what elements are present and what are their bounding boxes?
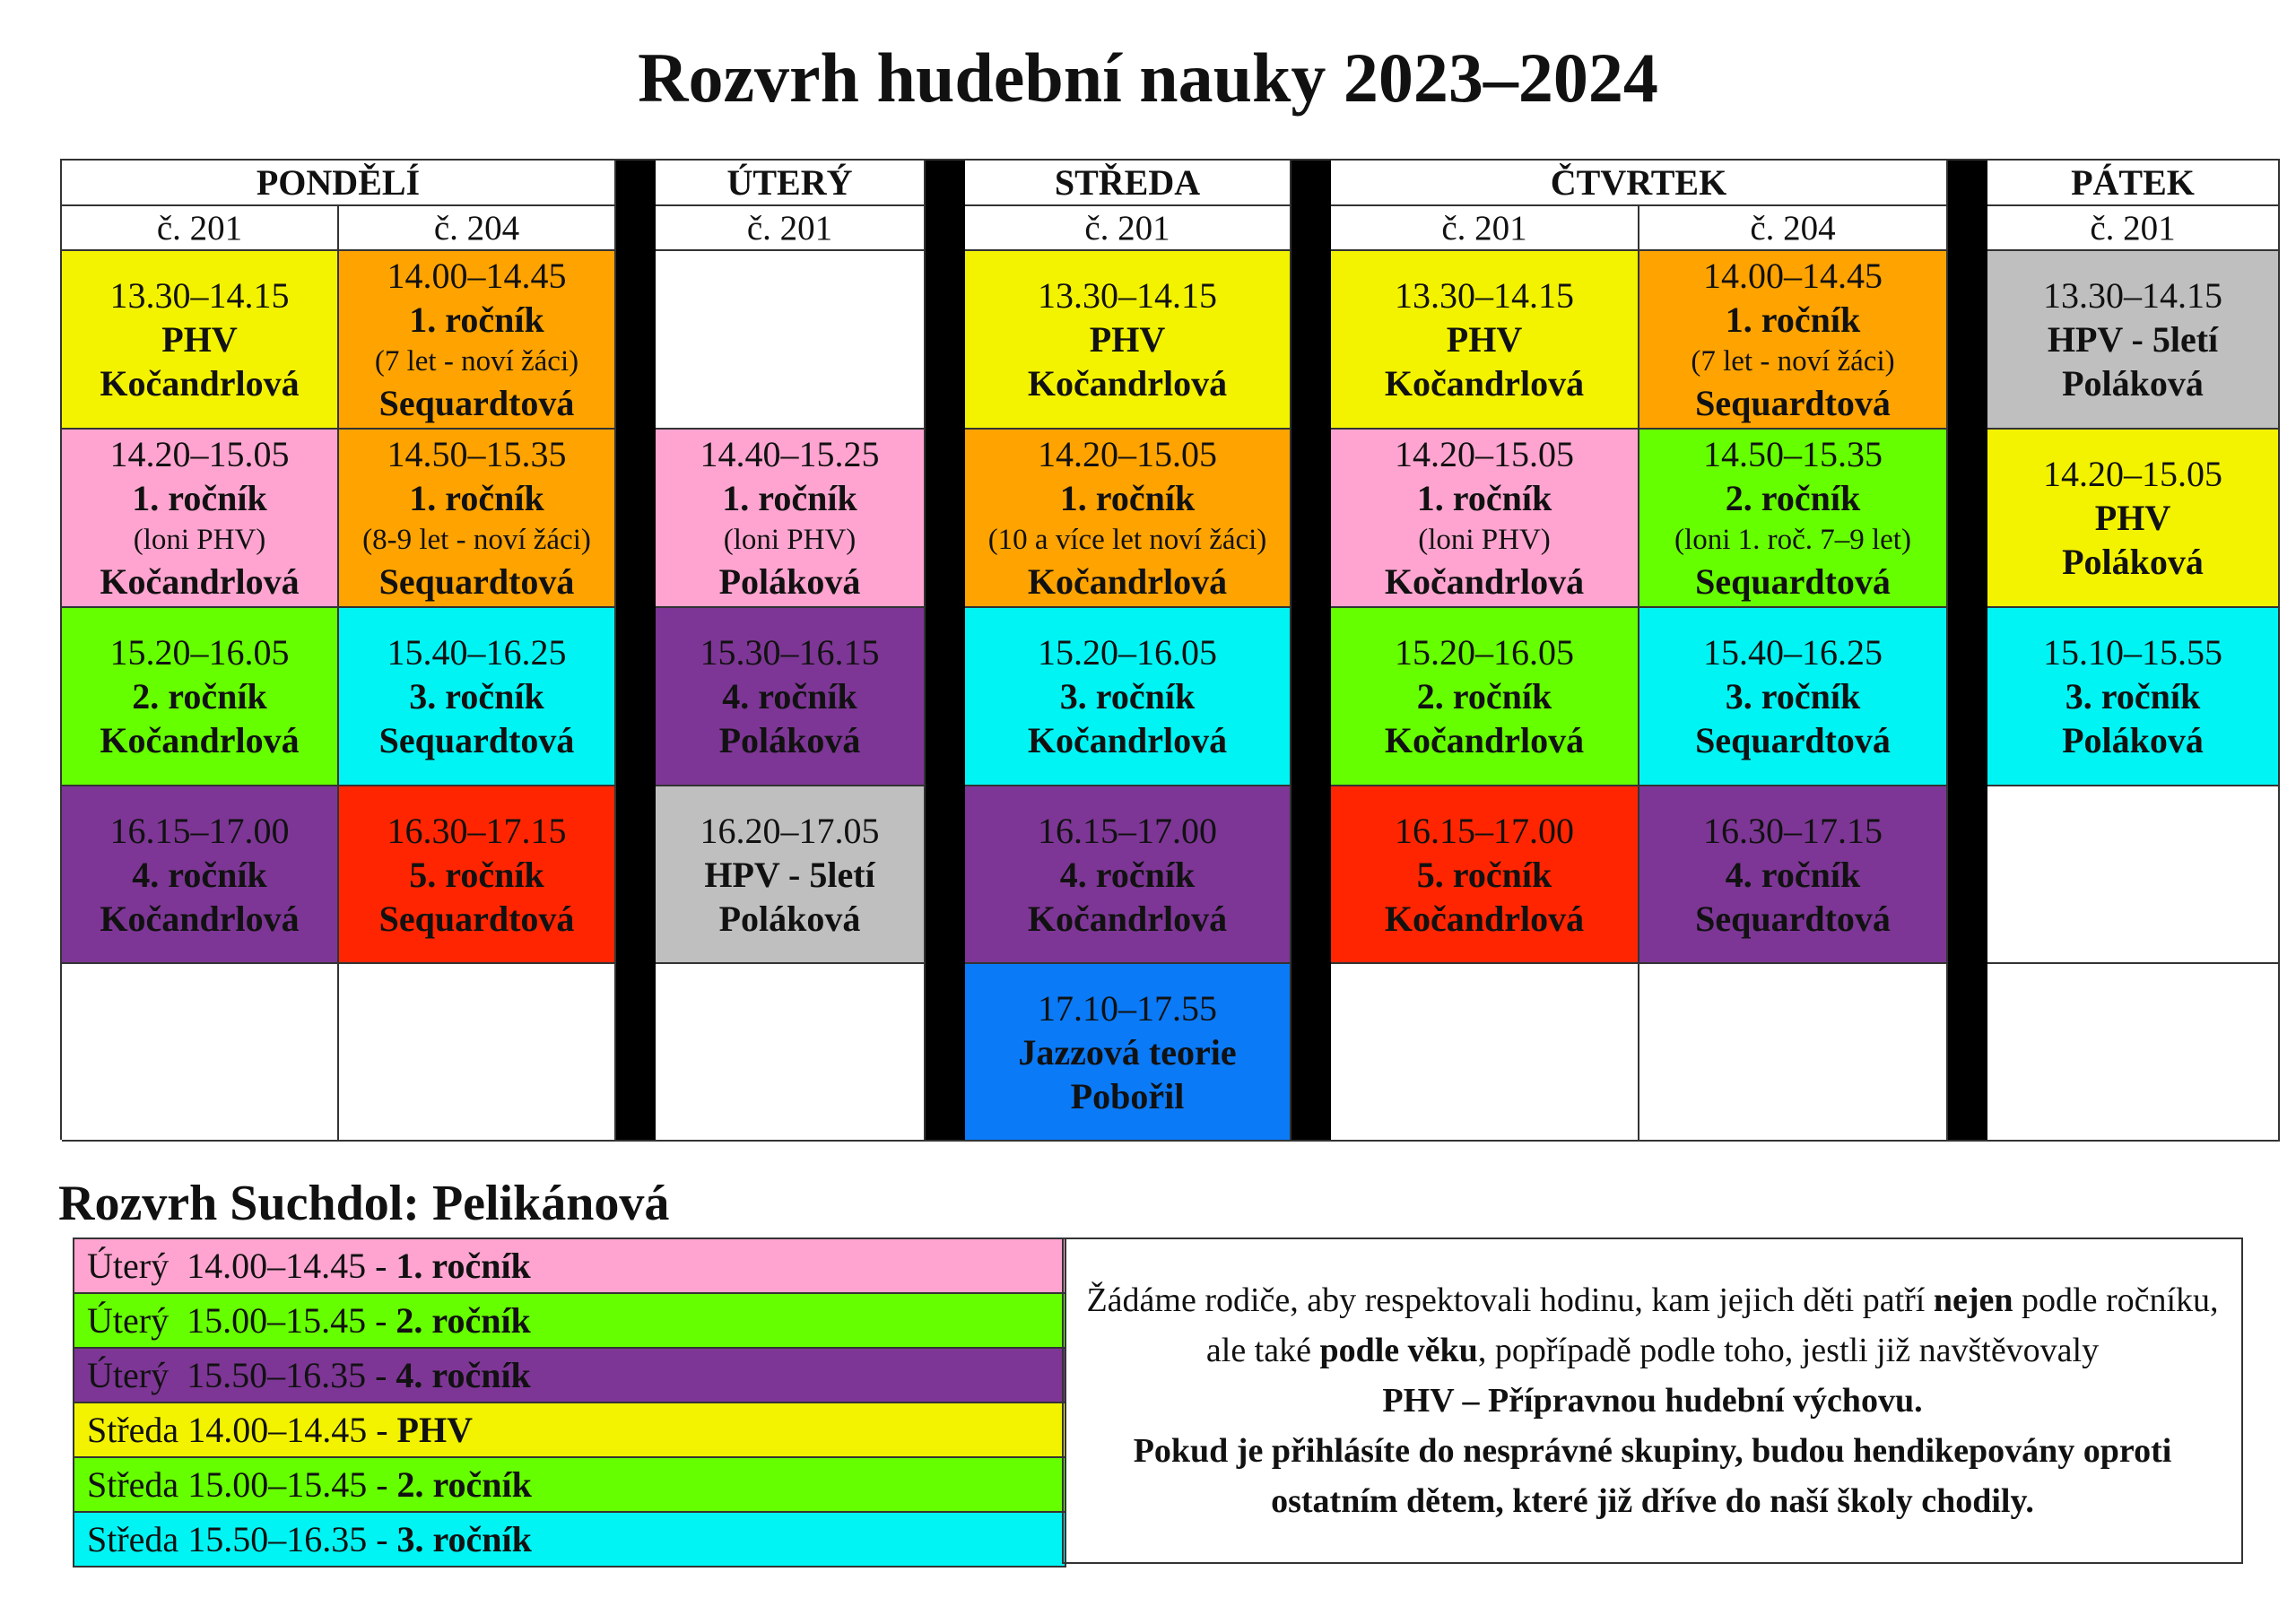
lesson-group: 5. ročník: [409, 854, 544, 895]
lesson-cell: [339, 251, 616, 430]
lesson-time: 13.30–14.15: [109, 275, 290, 316]
lesson-note: (loni PHV): [723, 524, 857, 556]
lesson-cell: [965, 786, 1292, 964]
lesson-group: 4. ročník: [1725, 854, 1861, 895]
lesson-teacher: Sequardtová: [378, 383, 575, 423]
lesson-cell: [656, 430, 926, 608]
suchdol-row: [74, 1239, 1065, 1294]
lesson-cell: [965, 430, 1292, 608]
notice-warning: Pokud je přihlásíte do nesprávné skupiny, budou hendikepovány oproti ostatním dětem, které již dříve do naší školy chodily.: [1133, 1432, 2172, 1520]
lesson-group: 3. ročník: [409, 676, 544, 716]
suchdol-time: Úterý 14.00–14.45 -: [87, 1246, 396, 1286]
lesson-group: 2. ročník: [1416, 676, 1552, 716]
lesson-note: (8-9 let - noví žáci): [362, 524, 591, 556]
room-header: č. 201: [62, 206, 339, 251]
suchdol-group: 1. ročník: [396, 1246, 531, 1286]
lesson-cell: [62, 430, 339, 608]
lesson-teacher: Kočandrlová: [1384, 898, 1585, 939]
day-header-friday: PÁTEK: [1987, 161, 2280, 206]
lesson-cell: [1331, 786, 1639, 964]
lesson-group: 4. ročník: [1059, 854, 1196, 895]
suchdol-row: [74, 1403, 1065, 1458]
lesson-cell: [339, 430, 616, 608]
lesson-cell: [62, 608, 339, 786]
parent-notice: [1062, 1238, 2243, 1564]
lesson-group: 3. ročník: [2065, 676, 2201, 716]
suchdol-time: Úterý 15.50–16.35 -: [87, 1355, 396, 1395]
room-header: č. 201: [656, 206, 926, 251]
day-header-wednesday: STŘEDA: [965, 161, 1292, 206]
lesson-time: 17.10–17.55: [1038, 987, 1217, 1029]
lesson-time: 14.50–15.35: [1703, 434, 1883, 474]
lesson-cell: [339, 786, 616, 964]
lesson-cell: [965, 608, 1292, 786]
lesson-time: 14.20–15.05: [1395, 434, 1574, 474]
day-header-tuesday: ÚTERÝ: [656, 161, 926, 206]
lesson-cell: [1987, 430, 2280, 608]
suchdol-group: 2. ročník: [396, 1300, 531, 1341]
schedule-table: [60, 159, 2280, 1140]
lesson-time: 16.30–17.15: [387, 810, 567, 851]
empty-cell: [1987, 964, 2280, 1142]
suchdol-schedule-list: [73, 1238, 1066, 1568]
lesson-time: 14.40–15.25: [700, 434, 880, 474]
lesson-teacher: Kočandrlová: [1384, 363, 1585, 404]
lesson-group: 1. ročník: [1416, 478, 1552, 518]
lesson-group: 1. ročník: [409, 300, 544, 340]
lesson-teacher: Kočandrlová: [100, 898, 300, 939]
lesson-time: 15.30–16.15: [700, 632, 880, 673]
suchdol-title: Rozvrh Suchdol: Pelikánová: [58, 1176, 670, 1231]
lesson-group: PHV: [2094, 498, 2171, 538]
room-header: č. 201: [965, 206, 1292, 251]
empty-cell: [1639, 964, 1948, 1142]
lesson-note: (loni 1. roč. 7–9 let): [1674, 524, 1911, 556]
lesson-teacher: Kočandrlová: [1384, 561, 1585, 602]
suchdol-row: [74, 1349, 1065, 1403]
lesson-time: 15.40–16.25: [1703, 632, 1883, 673]
suchdol-time: Středa 15.00–15.45 -: [87, 1464, 397, 1505]
lesson-time: 14.20–15.05: [109, 434, 290, 474]
lesson-teacher: Poláková: [2062, 542, 2204, 582]
lesson-time: 13.30–14.15: [1395, 275, 1574, 316]
notice-text: , popřípadě podle toho, jestli již navštěvovaly: [1477, 1332, 2100, 1369]
suchdol-row: [74, 1294, 1065, 1349]
lesson-time: 15.20–16.05: [1395, 632, 1574, 673]
lesson-teacher: Poláková: [718, 561, 861, 602]
lesson-group: 2. ročník: [132, 676, 267, 716]
lesson-time: 15.40–16.25: [387, 632, 567, 673]
notice-emphasis: nejen: [1933, 1281, 2013, 1319]
suchdol-time: Středa 14.00–14.45 -: [87, 1410, 397, 1450]
lesson-cell: [1987, 608, 2280, 786]
suchdol-time: Středa 15.50–16.35 -: [87, 1519, 397, 1559]
lesson-note: (7 let - noví žáci): [1691, 345, 1895, 378]
lesson-cell: [1331, 430, 1639, 608]
day-separator: [1948, 161, 1987, 1142]
lesson-cell: [1639, 786, 1948, 964]
lesson-time: 14.00–14.45: [1703, 256, 1883, 296]
lesson-teacher: Poláková: [2062, 363, 2204, 404]
lesson-cell: [965, 251, 1292, 430]
lesson-group: PHV: [1446, 319, 1523, 360]
suchdol-row: [74, 1458, 1065, 1513]
notice-emphasis: podle věku: [1319, 1332, 1478, 1369]
page-title: Rozvrh hudební nauky 2023–2024: [638, 39, 1658, 117]
room-header: č. 204: [1639, 206, 1948, 251]
lesson-time: 15.20–16.05: [109, 632, 290, 673]
lesson-teacher: Sequardtová: [1695, 383, 1891, 423]
empty-cell: [1987, 786, 2280, 964]
lesson-time: 14.50–15.35: [387, 434, 567, 474]
lesson-group: 2. ročník: [1725, 478, 1861, 518]
notice-text: Žádáme rodiče, aby respektovali hodinu, kam jejich děti patří: [1086, 1281, 1934, 1319]
lesson-teacher: Kočandrlová: [1027, 363, 1228, 404]
room-header: č. 204: [339, 206, 616, 251]
lesson-teacher: Sequardtová: [378, 898, 575, 939]
lesson-time: 14.20–15.05: [2043, 454, 2222, 494]
lesson-group: 1. ročník: [409, 478, 544, 518]
lesson-group: Jazzová teorie: [1018, 1031, 1237, 1073]
lesson-time: 16.20–17.05: [700, 810, 880, 851]
lesson-cell: [1987, 251, 2280, 430]
day-header-thursday: ČTVRTEK: [1331, 161, 1948, 206]
suchdol-group: 3. ročník: [396, 1519, 532, 1559]
notice-phv: PHV – Přípravnou hudební výchovu.: [1382, 1382, 1923, 1420]
lesson-cell: [1639, 251, 1948, 430]
lesson-time: 16.15–17.00: [1395, 810, 1574, 851]
lesson-cell: [62, 251, 339, 430]
lesson-teacher: Kočandrlová: [1027, 720, 1228, 760]
lesson-cell: [1639, 608, 1948, 786]
lesson-teacher: Sequardtová: [1695, 898, 1891, 939]
lesson-time: 16.15–17.00: [109, 810, 290, 851]
lesson-group: 3. ročník: [1059, 676, 1196, 716]
day-separator: [616, 161, 656, 1142]
lesson-time: 14.20–15.05: [1038, 434, 1217, 474]
lesson-group: 1. ročník: [1059, 478, 1196, 518]
room-header: č. 201: [1331, 206, 1639, 251]
empty-cell: [656, 251, 926, 430]
suchdol-time: Úterý 15.00–15.45 -: [87, 1300, 396, 1341]
lesson-time: 13.30–14.15: [1038, 275, 1217, 316]
empty-cell: [1331, 964, 1639, 1142]
lesson-teacher: Sequardtová: [378, 720, 575, 760]
lesson-teacher: Kočandrlová: [100, 561, 300, 602]
lesson-time: 15.10–15.55: [2043, 632, 2222, 673]
lesson-cell: [656, 608, 926, 786]
lesson-teacher: Poláková: [2062, 720, 2204, 760]
lesson-teacher: Sequardtová: [1695, 561, 1891, 602]
lesson-teacher: Sequardtová: [1695, 720, 1891, 760]
lesson-cell: [965, 964, 1292, 1142]
lesson-cell: [62, 786, 339, 964]
lesson-note: (10 a více let noví žáci): [987, 524, 1267, 556]
lesson-teacher: Kočandrlová: [1384, 720, 1585, 760]
lesson-teacher: Poláková: [718, 898, 861, 939]
lesson-cell: [339, 608, 616, 786]
lesson-group: 5. ročník: [1416, 854, 1552, 895]
lesson-teacher: Kočandrlová: [100, 720, 300, 760]
lesson-group: 1. ročník: [1725, 300, 1861, 340]
lesson-teacher: Kočandrlová: [1027, 898, 1228, 939]
lesson-group: 1. ročník: [722, 478, 857, 518]
lesson-group: HPV - 5letí: [2047, 319, 2219, 360]
empty-cell: [62, 964, 339, 1142]
suchdol-row: [74, 1513, 1065, 1568]
lesson-time: 15.20–16.05: [1038, 632, 1217, 673]
lesson-teacher: Kočandrlová: [100, 363, 300, 404]
lesson-time: 14.00–14.45: [387, 256, 567, 296]
lesson-note: (7 let - noví žáci): [374, 345, 579, 378]
lesson-note: (loni PHV): [1418, 524, 1551, 556]
lesson-cell: [1331, 608, 1639, 786]
room-header: č. 201: [1987, 206, 2280, 251]
lesson-time: 16.30–17.15: [1703, 810, 1883, 851]
lesson-cell: [1639, 430, 1948, 608]
lesson-group: PHV: [1089, 319, 1166, 360]
suchdol-group: 2. ročník: [396, 1464, 532, 1505]
lesson-cell: [1331, 251, 1639, 430]
empty-cell: [656, 964, 926, 1142]
suchdol-group: 4. ročník: [396, 1355, 531, 1395]
lesson-time: 13.30–14.15: [2043, 275, 2222, 316]
lesson-note: (loni PHV): [133, 524, 266, 556]
lesson-cell: [656, 786, 926, 964]
lesson-group: 3. ročník: [1725, 676, 1861, 716]
day-separator: [926, 161, 965, 1142]
empty-cell: [339, 964, 616, 1142]
lesson-teacher: Sequardtová: [378, 561, 575, 602]
day-header-monday: PONDĚLÍ: [62, 161, 616, 206]
lesson-teacher: Poláková: [718, 720, 861, 760]
lesson-teacher: Kočandrlová: [1027, 561, 1228, 602]
day-separator: [1292, 161, 1331, 1142]
lesson-group: 4. ročník: [722, 676, 857, 716]
lesson-group: PHV: [161, 319, 238, 360]
suchdol-group: PHV: [396, 1410, 473, 1450]
notice-text: podle ročníku, ale také: [1205, 1281, 2219, 1369]
lesson-group: 1. ročník: [132, 478, 267, 518]
lesson-time: 16.15–17.00: [1038, 810, 1217, 851]
lesson-teacher: Pobořil: [1070, 1075, 1185, 1116]
lesson-group: 4. ročník: [132, 854, 267, 895]
lesson-group: HPV - 5letí: [704, 854, 875, 895]
